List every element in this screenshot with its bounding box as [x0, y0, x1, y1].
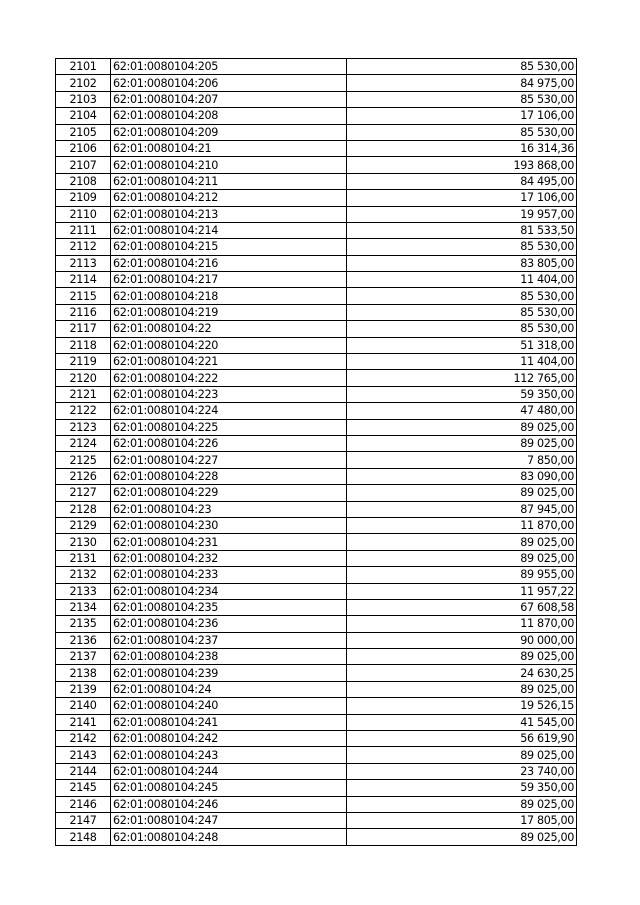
cadastral-value-cell: 193 868,00	[347, 157, 577, 173]
row-number-cell: 2127	[56, 485, 111, 501]
cadastral-number-cell: 62:01:0080104:215	[111, 239, 347, 255]
cadastral-value-cell: 85 530,00	[347, 321, 577, 337]
row-number-cell: 2130	[56, 534, 111, 550]
table-row	[56, 632, 577, 648]
cadastral-value-cell: 16 314,36	[347, 140, 577, 156]
cadastral-value-cell: 11 870,00	[347, 616, 577, 632]
table-row	[56, 140, 577, 156]
cadastral-value-cell: 51 318,00	[347, 337, 577, 353]
cadastral-number-cell: 62:01:0080104:226	[111, 435, 347, 451]
row-number-cell: 2138	[56, 665, 111, 681]
cadastral-number-cell: 62:01:0080104:240	[111, 698, 347, 714]
cadastral-number-cell: 62:01:0080104:223	[111, 386, 347, 402]
cadastral-number-cell: 62:01:0080104:211	[111, 173, 347, 189]
row-number-cell: 2123	[56, 419, 111, 435]
row-number-cell: 2139	[56, 681, 111, 697]
row-number-cell: 2148	[56, 829, 111, 845]
cadastral-value-cell: 11 957,22	[347, 583, 577, 599]
cadastral-value-cell: 47 480,00	[347, 403, 577, 419]
row-number-cell: 2124	[56, 435, 111, 451]
table-row	[56, 91, 577, 107]
cadastral-number-cell: 62:01:0080104:239	[111, 665, 347, 681]
cadastral-number-cell: 62:01:0080104:234	[111, 583, 347, 599]
table-row	[56, 714, 577, 730]
cadastral-value-cell: 83 090,00	[347, 468, 577, 484]
row-number-cell: 2141	[56, 714, 111, 730]
cadastral-number-cell: 62:01:0080104:23	[111, 501, 347, 517]
cadastral-number-cell: 62:01:0080104:243	[111, 747, 347, 763]
table-row	[56, 829, 577, 845]
table-row	[56, 763, 577, 779]
table-row	[56, 534, 577, 550]
row-number-cell: 2135	[56, 616, 111, 632]
cadastral-number-cell: 62:01:0080104:227	[111, 452, 347, 468]
table-row	[56, 354, 577, 370]
cadastral-number-cell: 62:01:0080104:222	[111, 370, 347, 386]
row-number-cell: 2104	[56, 108, 111, 124]
cadastral-number-cell: 62:01:0080104:238	[111, 649, 347, 665]
cadastral-number-cell: 62:01:0080104:214	[111, 222, 347, 238]
cadastral-value-cell: 89 025,00	[347, 681, 577, 697]
cadastral-value-cell: 59 350,00	[347, 780, 577, 796]
cadastral-number-cell: 62:01:0080104:245	[111, 780, 347, 796]
cadastral-number-cell: 62:01:0080104:24	[111, 681, 347, 697]
table-row	[56, 157, 577, 173]
cadastral-value-cell: 84 975,00	[347, 75, 577, 91]
cadastral-number-cell: 62:01:0080104:248	[111, 829, 347, 845]
cadastral-number-cell: 62:01:0080104:21	[111, 140, 347, 156]
row-number-cell: 2115	[56, 288, 111, 304]
cadastral-value-cell: 85 530,00	[347, 124, 577, 140]
row-number-cell: 2112	[56, 239, 111, 255]
cadastral-value-cell: 67 608,58	[347, 599, 577, 615]
table-row	[56, 485, 577, 501]
cadastral-value-cell: 90 000,00	[347, 632, 577, 648]
table-row	[56, 452, 577, 468]
cadastral-number-cell: 62:01:0080104:212	[111, 190, 347, 206]
cadastral-number-cell: 62:01:0080104:229	[111, 485, 347, 501]
row-number-cell: 2136	[56, 632, 111, 648]
cadastral-value-table	[55, 58, 577, 846]
row-number-cell: 2113	[56, 255, 111, 271]
cadastral-value-cell: 17 805,00	[347, 812, 577, 828]
cadastral-value-cell: 89 025,00	[347, 419, 577, 435]
cadastral-value-cell: 24 630,25	[347, 665, 577, 681]
table-row	[56, 75, 577, 91]
cadastral-number-cell: 62:01:0080104:224	[111, 403, 347, 419]
table-row	[56, 780, 577, 796]
table-row	[56, 321, 577, 337]
cadastral-value-cell: 81 533,50	[347, 222, 577, 238]
table-body	[56, 59, 577, 846]
table-row	[56, 812, 577, 828]
table-row	[56, 272, 577, 288]
cadastral-number-cell: 62:01:0080104:242	[111, 731, 347, 747]
row-number-cell: 2128	[56, 501, 111, 517]
table-row	[56, 567, 577, 583]
table-row	[56, 419, 577, 435]
table-row	[56, 649, 577, 665]
row-number-cell: 2117	[56, 321, 111, 337]
cadastral-value-cell: 11 870,00	[347, 517, 577, 533]
table-row	[56, 796, 577, 812]
table-row	[56, 731, 577, 747]
cadastral-number-cell: 62:01:0080104:241	[111, 714, 347, 730]
cadastral-value-cell: 11 404,00	[347, 354, 577, 370]
table-row	[56, 59, 577, 75]
cadastral-value-cell: 41 545,00	[347, 714, 577, 730]
table-row	[56, 304, 577, 320]
row-number-cell: 2147	[56, 812, 111, 828]
row-number-cell: 2110	[56, 206, 111, 222]
table-row	[56, 435, 577, 451]
row-number-cell: 2103	[56, 91, 111, 107]
row-number-cell: 2102	[56, 75, 111, 91]
cadastral-number-cell: 62:01:0080104:208	[111, 108, 347, 124]
table-row	[56, 599, 577, 615]
cadastral-value-cell: 56 619,90	[347, 731, 577, 747]
row-number-cell: 2133	[56, 583, 111, 599]
row-number-cell: 2109	[56, 190, 111, 206]
cadastral-value-cell: 87 945,00	[347, 501, 577, 517]
table-row	[56, 681, 577, 697]
cadastral-value-cell: 23 740,00	[347, 763, 577, 779]
table-row	[56, 370, 577, 386]
cadastral-number-cell: 62:01:0080104:221	[111, 354, 347, 370]
cadastral-number-cell: 62:01:0080104:246	[111, 796, 347, 812]
cadastral-number-cell: 62:01:0080104:22	[111, 321, 347, 337]
cadastral-number-cell: 62:01:0080104:207	[111, 91, 347, 107]
cadastral-number-cell: 62:01:0080104:220	[111, 337, 347, 353]
row-number-cell: 2116	[56, 304, 111, 320]
cadastral-number-cell: 62:01:0080104:231	[111, 534, 347, 550]
cadastral-value-cell: 59 350,00	[347, 386, 577, 402]
table-row	[56, 616, 577, 632]
cadastral-value-cell: 85 530,00	[347, 304, 577, 320]
table-row	[56, 124, 577, 140]
table-row	[56, 337, 577, 353]
cadastral-value-cell: 89 025,00	[347, 829, 577, 845]
table-row	[56, 698, 577, 714]
cadastral-number-cell: 62:01:0080104:210	[111, 157, 347, 173]
table-row	[56, 468, 577, 484]
cadastral-number-cell: 62:01:0080104:230	[111, 517, 347, 533]
row-number-cell: 2144	[56, 763, 111, 779]
row-number-cell: 2126	[56, 468, 111, 484]
row-number-cell: 2131	[56, 550, 111, 566]
row-number-cell: 2111	[56, 222, 111, 238]
cadastral-value-cell: 17 106,00	[347, 190, 577, 206]
row-number-cell: 2137	[56, 649, 111, 665]
row-number-cell: 2101	[56, 59, 111, 75]
cadastral-value-cell: 85 530,00	[347, 239, 577, 255]
cadastral-number-cell: 62:01:0080104:206	[111, 75, 347, 91]
row-number-cell: 2118	[56, 337, 111, 353]
cadastral-number-cell: 62:01:0080104:209	[111, 124, 347, 140]
table-row	[56, 386, 577, 402]
cadastral-number-cell: 62:01:0080104:219	[111, 304, 347, 320]
cadastral-number-cell: 62:01:0080104:235	[111, 599, 347, 615]
table-row	[56, 108, 577, 124]
row-number-cell: 2132	[56, 567, 111, 583]
cadastral-value-cell: 112 765,00	[347, 370, 577, 386]
table-row	[56, 583, 577, 599]
table-row	[56, 403, 577, 419]
table-row	[56, 239, 577, 255]
cadastral-value-cell: 85 530,00	[347, 288, 577, 304]
cadastral-number-cell: 62:01:0080104:205	[111, 59, 347, 75]
row-number-cell: 2105	[56, 124, 111, 140]
cadastral-value-cell: 19 957,00	[347, 206, 577, 222]
cadastral-value-cell: 19 526,15	[347, 698, 577, 714]
row-number-cell: 2122	[56, 403, 111, 419]
row-number-cell: 2143	[56, 747, 111, 763]
cadastral-number-cell: 62:01:0080104:236	[111, 616, 347, 632]
cadastral-number-cell: 62:01:0080104:244	[111, 763, 347, 779]
cadastral-value-cell: 89 025,00	[347, 485, 577, 501]
table-row	[56, 190, 577, 206]
row-number-cell: 2119	[56, 354, 111, 370]
cadastral-value-cell: 89 955,00	[347, 567, 577, 583]
row-number-cell: 2106	[56, 140, 111, 156]
table-row	[56, 550, 577, 566]
row-number-cell: 2142	[56, 731, 111, 747]
row-number-cell: 2145	[56, 780, 111, 796]
cadastral-number-cell: 62:01:0080104:232	[111, 550, 347, 566]
cadastral-value-cell: 89 025,00	[347, 550, 577, 566]
table-row	[56, 501, 577, 517]
cadastral-number-cell: 62:01:0080104:233	[111, 567, 347, 583]
cadastral-value-cell: 85 530,00	[347, 59, 577, 75]
cadastral-value-cell: 85 530,00	[347, 91, 577, 107]
cadastral-value-cell: 89 025,00	[347, 435, 577, 451]
cadastral-number-cell: 62:01:0080104:237	[111, 632, 347, 648]
row-number-cell: 2120	[56, 370, 111, 386]
row-number-cell: 2121	[56, 386, 111, 402]
cadastral-number-cell: 62:01:0080104:228	[111, 468, 347, 484]
cadastral-value-cell: 89 025,00	[347, 534, 577, 550]
cadastral-number-cell: 62:01:0080104:216	[111, 255, 347, 271]
cadastral-number-cell: 62:01:0080104:218	[111, 288, 347, 304]
cadastral-value-cell: 89 025,00	[347, 649, 577, 665]
table-row	[56, 206, 577, 222]
row-number-cell: 2108	[56, 173, 111, 189]
cadastral-number-cell: 62:01:0080104:225	[111, 419, 347, 435]
cadastral-value-cell: 7 850,00	[347, 452, 577, 468]
row-number-cell: 2114	[56, 272, 111, 288]
row-number-cell: 2146	[56, 796, 111, 812]
cadastral-value-cell: 11 404,00	[347, 272, 577, 288]
cadastral-value-cell: 83 805,00	[347, 255, 577, 271]
table-row	[56, 747, 577, 763]
cadastral-value-cell: 89 025,00	[347, 796, 577, 812]
table-row	[56, 517, 577, 533]
cadastral-number-cell: 62:01:0080104:217	[111, 272, 347, 288]
cadastral-value-cell: 89 025,00	[347, 747, 577, 763]
row-number-cell: 2134	[56, 599, 111, 615]
row-number-cell: 2140	[56, 698, 111, 714]
table-row	[56, 222, 577, 238]
cadastral-number-cell: 62:01:0080104:247	[111, 812, 347, 828]
row-number-cell: 2129	[56, 517, 111, 533]
row-number-cell: 2125	[56, 452, 111, 468]
table-row	[56, 173, 577, 189]
row-number-cell: 2107	[56, 157, 111, 173]
cadastral-value-cell: 17 106,00	[347, 108, 577, 124]
table-row	[56, 665, 577, 681]
cadastral-number-cell: 62:01:0080104:213	[111, 206, 347, 222]
table-row	[56, 288, 577, 304]
cadastral-value-cell: 84 495,00	[347, 173, 577, 189]
table-row	[56, 255, 577, 271]
